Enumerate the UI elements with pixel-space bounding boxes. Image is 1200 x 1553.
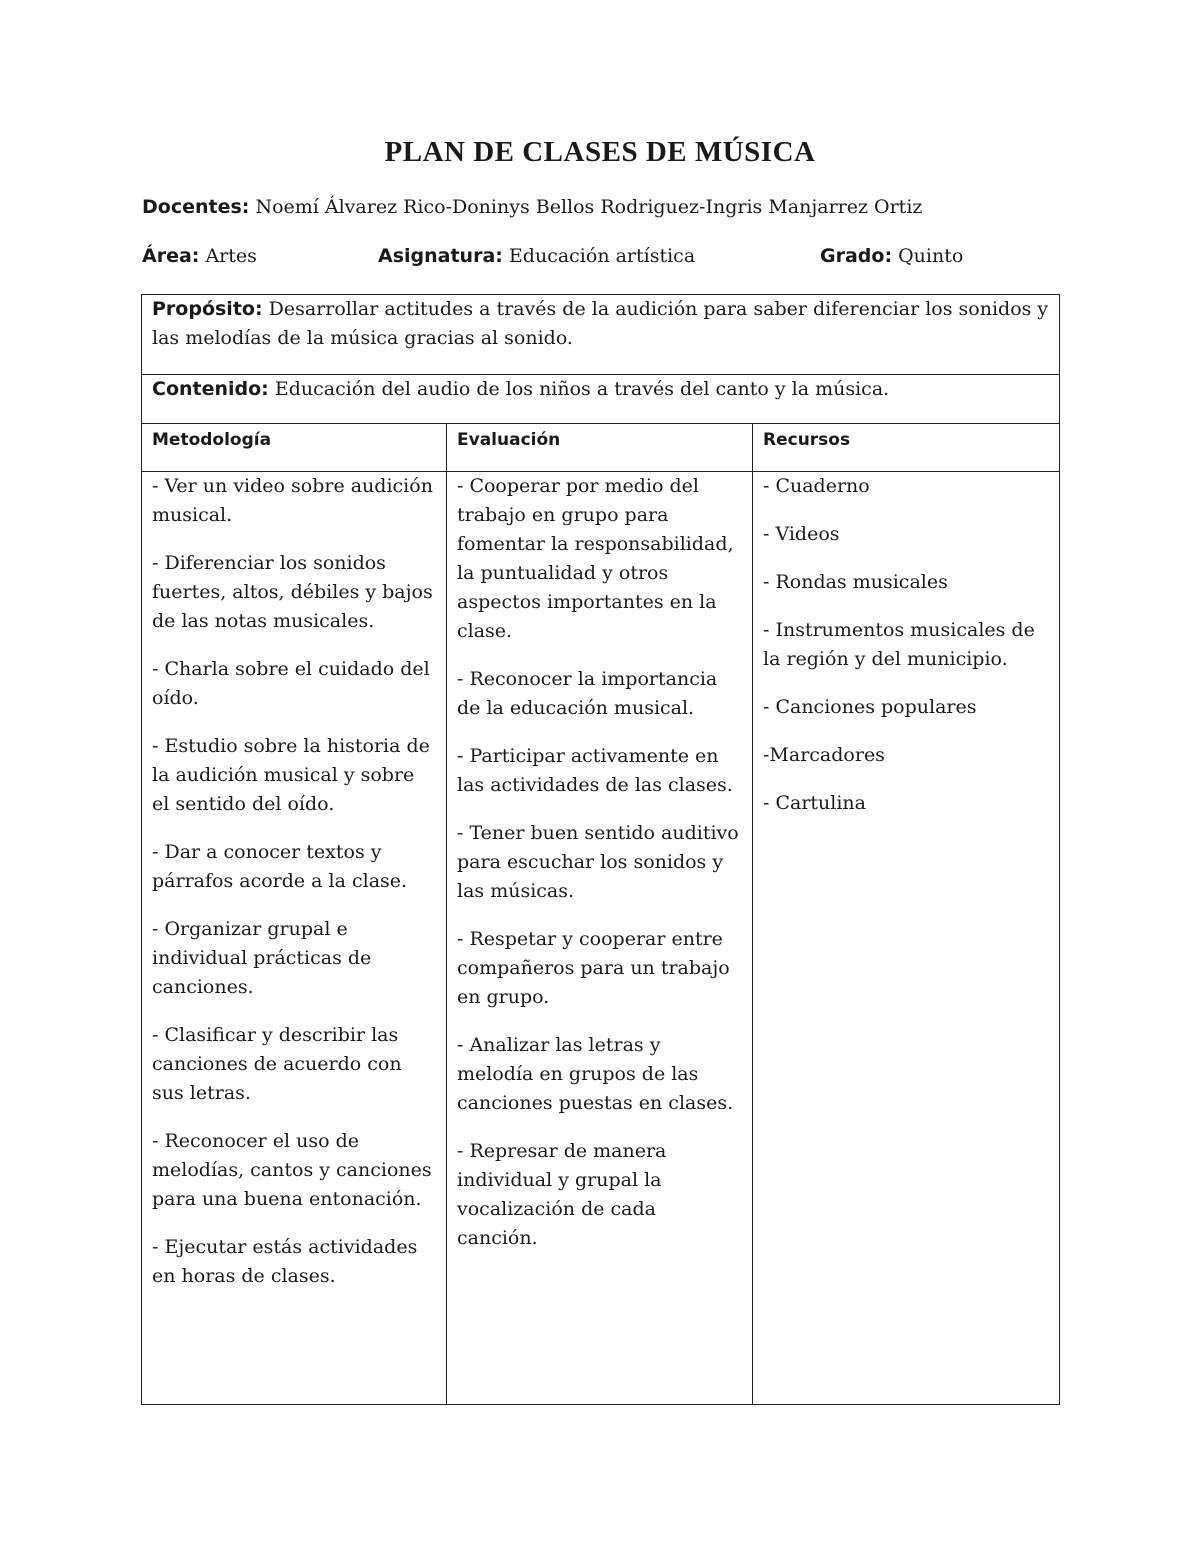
contenido-label: Contenido: (152, 378, 269, 400)
body-row (142, 472, 1060, 1405)
metodologia-item: - Clasificar y describir las canciones de acuerdo con sus letras. (152, 1024, 402, 1104)
area-field (142, 245, 257, 267)
metodologia-item: - Ejecutar estás actividades en horas de clases. (152, 1236, 418, 1287)
metodologia-item: - Dar a conocer textos y párrafos acorde a la clase. (152, 841, 408, 892)
header-evaluacion (447, 424, 753, 472)
recursos-item: - Cuaderno (763, 475, 870, 497)
recursos-item: - Videos (763, 523, 840, 545)
proposito-row (142, 295, 1060, 375)
proposito-cell (142, 295, 1060, 375)
contenido-value: Educación del audio de los niños a través del canto y la música. (274, 378, 890, 400)
evaluacion-cell (447, 472, 753, 1405)
metodologia-item: - Reconocer el uso de melodías, cantos y canciones para una buena entonación. (152, 1130, 432, 1210)
asignatura-field (378, 245, 695, 267)
recursos-item: - Cartulina (763, 792, 866, 814)
evaluacion-item: - Participar activamente en las actividades de las clases. (457, 745, 733, 796)
header-metodologia-label: Metodología (152, 430, 272, 450)
metodologia-item: - Ver un video sobre audición musical. (152, 475, 433, 526)
grado-field (820, 245, 963, 267)
evaluacion-item: - Respetar y cooperar entre compañeros para un trabajo en grupo. (457, 928, 730, 1008)
contenido-cell (142, 375, 1060, 424)
plan-table (141, 294, 1060, 1405)
asignatura-label: Asignatura: (378, 245, 503, 267)
proposito-label: Propósito: (152, 298, 263, 320)
docentes-line (142, 196, 922, 218)
area-label: Área: (142, 245, 200, 267)
header-metodologia (142, 424, 447, 472)
proposito-value: Desarrollar actitudes a través de la audición para saber diferenciar los sonidos y las melodías de la música gracias al sonido. (152, 298, 1049, 349)
header-row (142, 424, 1060, 472)
metodologia-item: - Diferenciar los sonidos fuertes, altos, débiles y bajos de las notas musicales. (152, 552, 433, 632)
header-recursos-label: Recursos (763, 430, 851, 450)
recursos-item: - Canciones populares (763, 696, 977, 718)
evaluacion-item: - Tener buen sentido auditivo para escuchar los sonidos y las músicas. (457, 822, 739, 902)
asignatura-value: Educación artística (508, 245, 696, 267)
metodologia-item: - Charla sobre el cuidado del oído. (152, 658, 430, 709)
evaluacion-item: - Cooperar por medio del trabajo en grupo para fomentar la responsabilidad, la puntualidad y otros aspectos importantes en la clase. (457, 475, 734, 642)
grado-value: Quinto (898, 245, 964, 267)
docentes-value: Noemí Álvarez Rico-Doninys Bellos Rodriguez-Ingris Manjarrez Ortiz (255, 196, 923, 218)
recursos-item: - Rondas musicales (763, 571, 948, 593)
contenido-row (142, 375, 1060, 424)
recursos-item: - Instrumentos musicales de la región y del municipio. (763, 619, 1035, 670)
recursos-cell (753, 472, 1060, 1405)
area-value: Artes (205, 245, 257, 267)
evaluacion-item: - Analizar las letras y melodía en grupos de las canciones puestas en clases. (457, 1034, 734, 1114)
evaluacion-item: - Reconocer la importancia de la educación musical. (457, 668, 718, 719)
metodologia-item: - Estudio sobre la historia de la audición musical y sobre el sentido del oído. (152, 735, 430, 815)
docentes-label: Docentes: (142, 196, 250, 218)
recursos-item: -Marcadores (763, 744, 885, 766)
metodologia-item: - Organizar grupal e individual prácticas de canciones. (152, 918, 372, 998)
header-evaluacion-label: Evaluación (457, 430, 561, 450)
grado-label: Grado: (820, 245, 893, 267)
document-title: PLAN DE CLASES DE MÚSICA (384, 136, 816, 168)
evaluacion-item: - Represar de manera individual y grupal la vocalización de cada canción. (457, 1140, 667, 1249)
header-recursos (753, 424, 1060, 472)
metodologia-cell (142, 472, 447, 1405)
